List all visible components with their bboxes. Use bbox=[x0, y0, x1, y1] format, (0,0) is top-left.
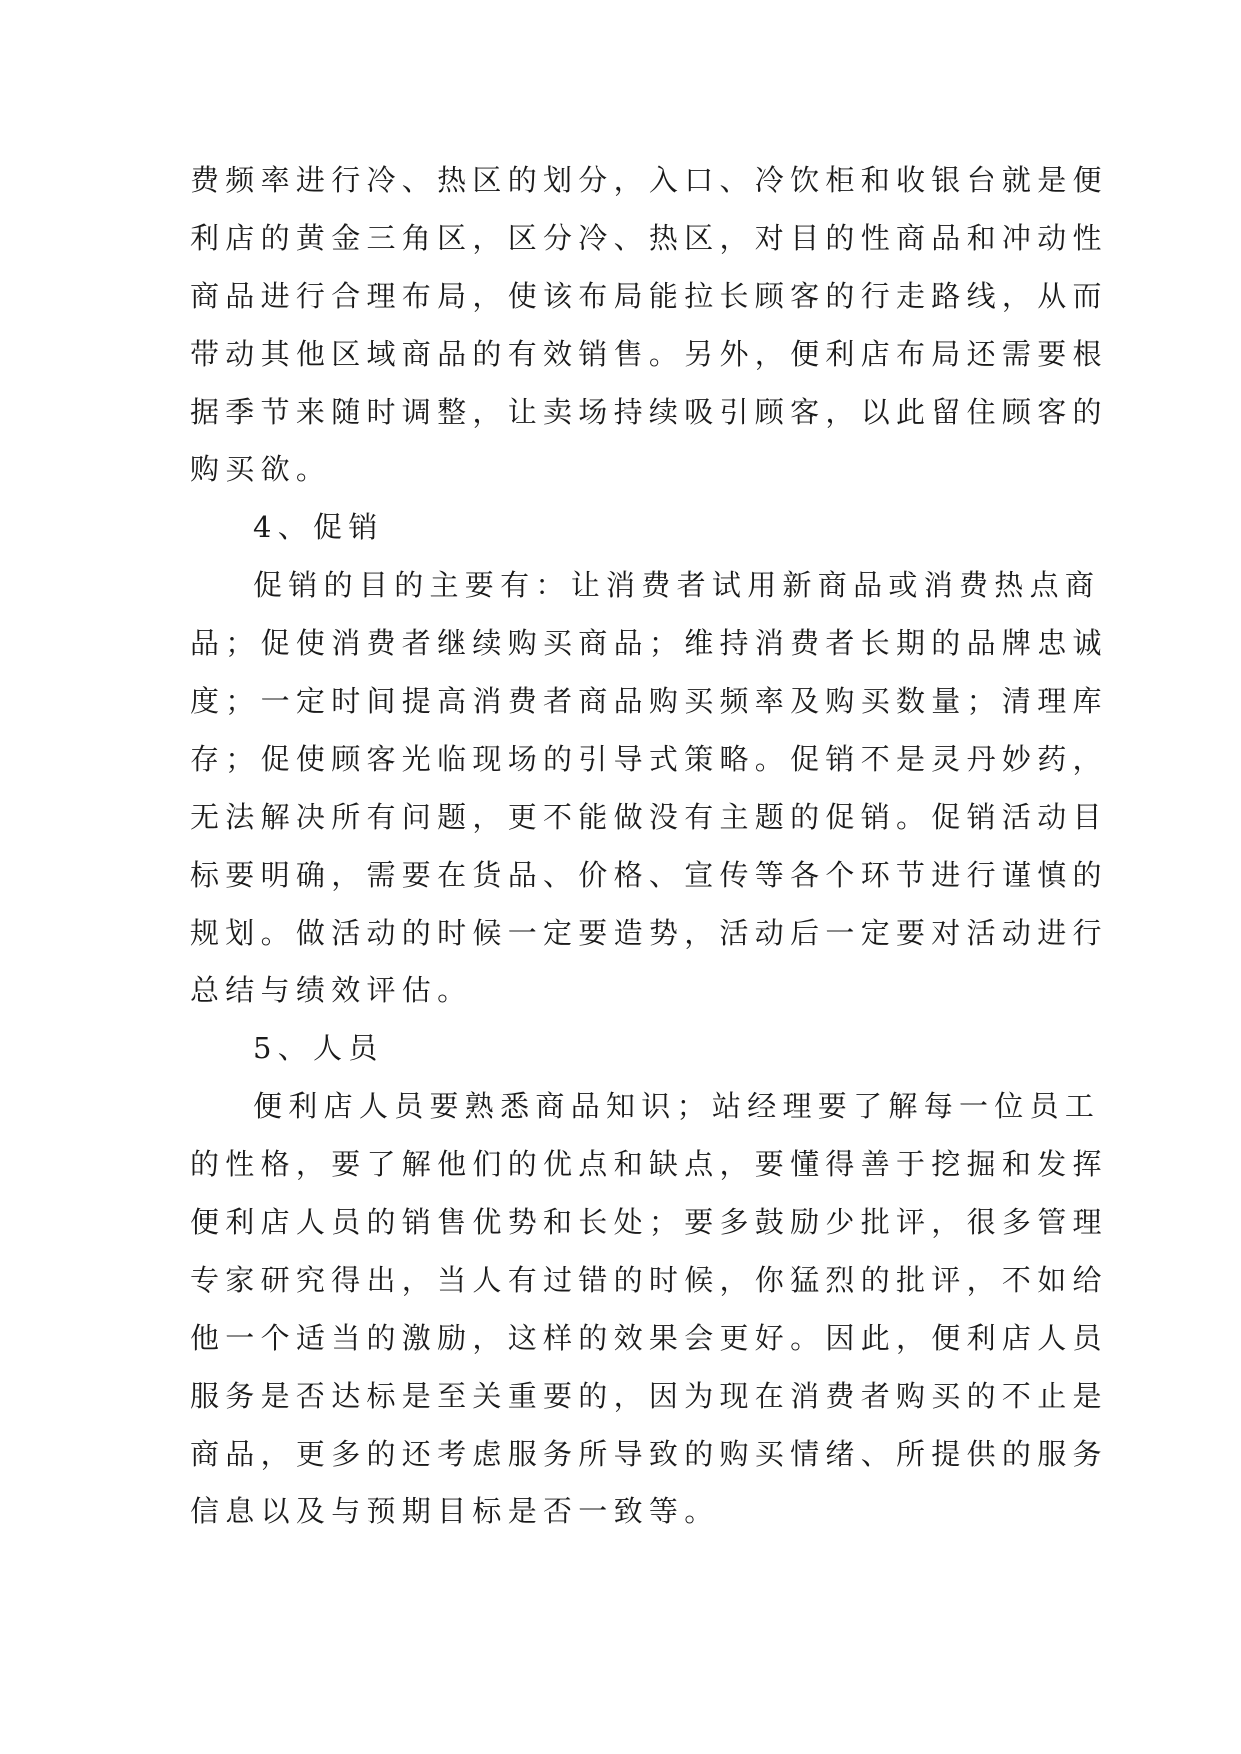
text-line: 的性格，要了解他们的优点和缺点，要懂得善于挖掘和发挥 bbox=[190, 1147, 1108, 1182]
text-line: 服务是否达标是至关重要的，因为现在消费者购买的不止是 bbox=[190, 1378, 1108, 1413]
text-line: 便利店人员的销售优势和长处；要多鼓励少批评，很多管理 bbox=[190, 1205, 1108, 1240]
text-line: 信息以及与预期目标是否一致等。 bbox=[190, 1494, 720, 1529]
text-line: 商品，更多的还考虑服务所导致的购买情绪、所提供的服务 bbox=[190, 1436, 1108, 1471]
text-line: 他一个适当的激励，这样的效果会更好。因此，便利店人员 bbox=[190, 1320, 1108, 1355]
document-body bbox=[190, 152, 1108, 1541]
section-heading-staff: 5、人员 bbox=[253, 1031, 384, 1066]
text-line: 规划。做活动的时候一定要造势，活动后一定要对活动进行 bbox=[190, 915, 1108, 950]
text-line: 利店的黄金三角区，区分冷、热区，对目的性商品和冲动性 bbox=[190, 220, 1108, 255]
text-line: 度；一定时间提高消费者商品购买频率及购买数量；清理库 bbox=[190, 684, 1108, 719]
text-line: 购买欲。 bbox=[190, 452, 332, 487]
text-line: 存；促使顾客光临现场的引导式策略。促销不是灵丹妙药， bbox=[190, 741, 1108, 776]
text-line: 标要明确，需要在货品、价格、宣传等各个环节进行谨慎的 bbox=[190, 857, 1108, 892]
text-line: 带动其他区域商品的有效销售。另外，便利店布局还需要根 bbox=[190, 336, 1108, 371]
text-line: 促销的目的主要有：让消费者试用新商品或消费热点商 bbox=[253, 568, 1101, 603]
text-line: 品；促使消费者继续购买商品；维持消费者长期的品牌忠诚 bbox=[190, 626, 1108, 661]
text-line: 无法解决所有问题，更不能做没有主题的促销。促销活动目 bbox=[190, 799, 1108, 834]
text-line: 费频率进行冷、热区的划分，入口、冷饮柜和收银台就是便 bbox=[190, 163, 1108, 197]
section-heading-promotion: 4、促销 bbox=[253, 510, 384, 545]
text-line: 总结与绩效评估。 bbox=[190, 973, 473, 1008]
text-line: 商品进行合理布局，使该布局能拉长顾客的行走路线，从而 bbox=[190, 278, 1108, 313]
text-line: 据季节来随时调整，让卖场持续吸引顾客，以此留住顾客的 bbox=[190, 394, 1108, 429]
text-line: 便利店人员要熟悉商品知识；站经理要了解每一位员工 bbox=[253, 1089, 1101, 1124]
text-line: 专家研究得出，当人有过错的时候，你猛烈的批评，不如给 bbox=[190, 1262, 1108, 1297]
